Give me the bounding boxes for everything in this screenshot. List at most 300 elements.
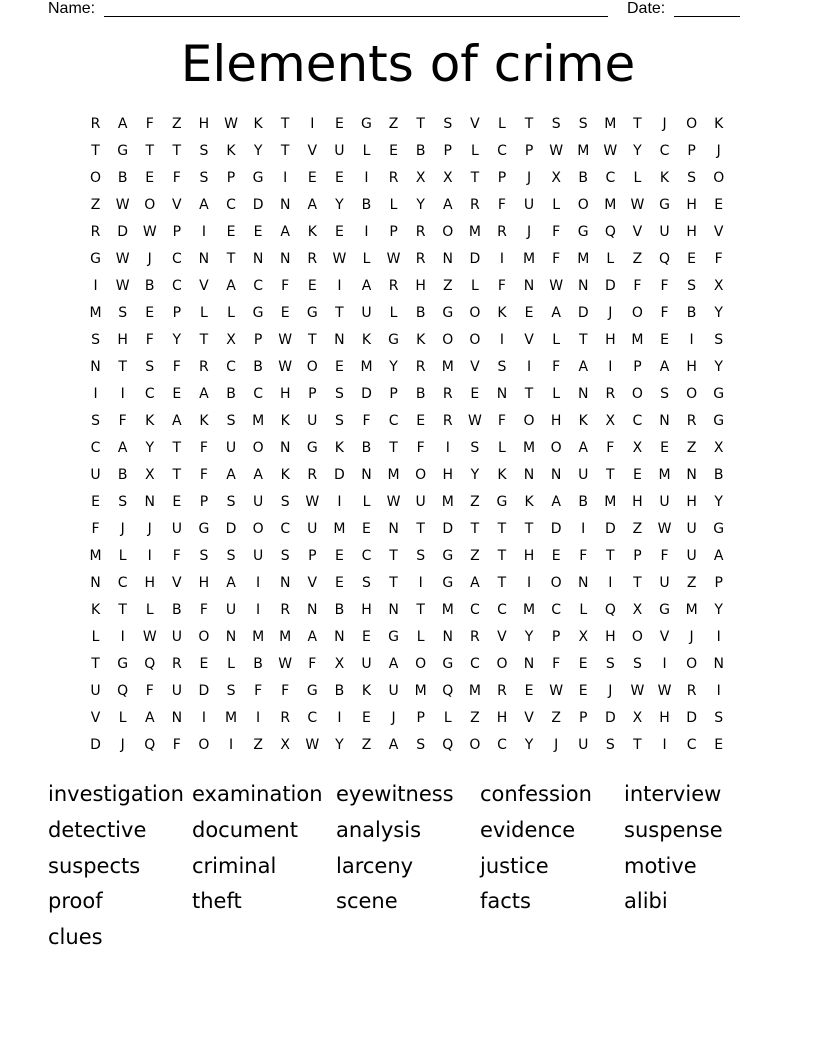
grid-letter[interactable]: P bbox=[226, 170, 236, 186]
grid-letter[interactable]: E bbox=[524, 305, 534, 321]
grid-letter[interactable]: V bbox=[470, 359, 480, 375]
grid-letter[interactable]: I bbox=[256, 602, 261, 618]
grid-letter[interactable]: Y bbox=[714, 305, 723, 321]
grid-letter[interactable]: K bbox=[226, 143, 236, 159]
grid-letter[interactable]: F bbox=[172, 548, 181, 564]
grid-letter[interactable]: N bbox=[334, 332, 345, 348]
grid-letter[interactable]: N bbox=[388, 602, 399, 618]
grid-letter[interactable]: N bbox=[252, 251, 264, 267]
grid-letter[interactable]: G bbox=[388, 332, 399, 348]
grid-letter[interactable]: G bbox=[577, 224, 589, 240]
grid-letter[interactable]: R bbox=[388, 170, 399, 186]
grid-letter[interactable]: V bbox=[524, 332, 534, 348]
grid-letter[interactable]: I bbox=[608, 575, 613, 591]
grid-letter[interactable]: E bbox=[307, 278, 317, 294]
grid-letter[interactable]: U bbox=[252, 548, 264, 564]
grid-letter[interactable]: O bbox=[415, 467, 427, 483]
grid-letter[interactable]: I bbox=[256, 575, 261, 591]
grid-letter[interactable]: K bbox=[578, 413, 588, 429]
grid-letter[interactable]: C bbox=[117, 575, 128, 591]
grid-letter[interactable]: Y bbox=[172, 332, 182, 348]
grid-letter[interactable]: L bbox=[118, 710, 127, 726]
grid-letter[interactable]: P bbox=[524, 143, 534, 159]
grid-letter[interactable]: K bbox=[199, 413, 209, 429]
grid-letter[interactable]: F bbox=[660, 548, 669, 564]
grid-letter[interactable]: L bbox=[362, 251, 371, 267]
grid-letter[interactable]: D bbox=[550, 521, 562, 537]
grid-letter[interactable]: O bbox=[415, 656, 427, 672]
grid-letter[interactable]: W bbox=[278, 359, 293, 375]
grid-letter[interactable]: T bbox=[606, 467, 615, 483]
grid-letter[interactable]: R bbox=[605, 386, 616, 402]
grid-letter[interactable]: A bbox=[442, 197, 453, 213]
grid-letter[interactable]: J bbox=[526, 170, 532, 186]
grid-letter[interactable]: T bbox=[389, 548, 398, 564]
grid-letter[interactable]: M bbox=[441, 494, 454, 510]
grid-letter[interactable]: P bbox=[551, 629, 561, 645]
grid-letter[interactable]: I bbox=[716, 683, 721, 699]
grid-letter[interactable]: I bbox=[283, 170, 288, 186]
grid-letter[interactable]: F bbox=[552, 224, 561, 240]
grid-letter[interactable]: N bbox=[279, 197, 291, 213]
grid-letter[interactable]: G bbox=[117, 656, 129, 672]
grid-letter[interactable]: Z bbox=[551, 710, 561, 726]
grid-letter[interactable]: V bbox=[172, 197, 182, 213]
grid-letter[interactable]: D bbox=[686, 710, 697, 726]
grid-letter[interactable]: R bbox=[442, 413, 453, 429]
grid-letter[interactable]: N bbox=[577, 278, 589, 294]
grid-letter[interactable]: O bbox=[631, 629, 643, 645]
grid-letter[interactable]: T bbox=[118, 602, 127, 618]
grid-letter[interactable]: V bbox=[307, 575, 318, 591]
grid-letter[interactable]: S bbox=[687, 278, 697, 294]
grid-letter[interactable]: E bbox=[714, 737, 724, 753]
grid-letter[interactable]: X bbox=[334, 656, 345, 672]
grid-letter[interactable]: C bbox=[171, 278, 182, 294]
grid-letter[interactable]: T bbox=[172, 440, 182, 456]
grid-letter[interactable]: U bbox=[90, 683, 101, 699]
grid-letter[interactable]: N bbox=[577, 386, 589, 402]
grid-letter[interactable]: T bbox=[199, 332, 209, 348]
grid-letter[interactable]: M bbox=[523, 602, 536, 618]
grid-letter[interactable]: T bbox=[524, 386, 534, 402]
grid-letter[interactable]: Q bbox=[117, 683, 129, 699]
grid-letter[interactable]: H bbox=[523, 548, 535, 564]
grid-letter[interactable]: I bbox=[526, 575, 532, 591]
grid-letter[interactable]: T bbox=[470, 521, 480, 537]
grid-letter[interactable]: S bbox=[416, 737, 426, 753]
grid-letter[interactable]: W bbox=[142, 224, 157, 240]
grid-letter[interactable]: M bbox=[360, 359, 373, 375]
grid-letter[interactable]: T bbox=[389, 440, 398, 456]
grid-letter[interactable]: I bbox=[499, 251, 505, 267]
grid-letter[interactable]: N bbox=[550, 467, 562, 483]
grid-letter[interactable]: O bbox=[442, 332, 454, 348]
grid-letter[interactable]: O bbox=[713, 170, 725, 186]
grid-letter[interactable]: W bbox=[305, 494, 320, 510]
grid-letter[interactable]: Z bbox=[90, 197, 101, 213]
grid-letter[interactable]: L bbox=[362, 494, 371, 510]
grid-letter[interactable]: N bbox=[442, 629, 453, 645]
grid-letter[interactable]: Y bbox=[714, 494, 723, 510]
grid-letter[interactable]: G bbox=[90, 251, 101, 267]
grid-letter[interactable]: T bbox=[470, 170, 480, 186]
grid-letter[interactable]: M bbox=[468, 683, 481, 699]
grid-letter[interactable]: O bbox=[686, 116, 698, 132]
grid-letter[interactable]: T bbox=[145, 143, 155, 159]
grid-letter[interactable]: Q bbox=[659, 251, 671, 267]
grid-letter[interactable]: O bbox=[550, 575, 562, 591]
grid-letter[interactable]: L bbox=[552, 386, 561, 402]
grid-letter[interactable]: I bbox=[147, 548, 152, 564]
grid-letter[interactable]: M bbox=[89, 305, 102, 321]
grid-letter[interactable]: K bbox=[90, 602, 101, 618]
date-blank-line[interactable] bbox=[674, 0, 740, 17]
grid-letter[interactable]: K bbox=[361, 683, 372, 699]
grid-letter[interactable]: J bbox=[554, 737, 559, 753]
grid-letter[interactable]: U bbox=[307, 413, 318, 429]
grid-letter[interactable]: J bbox=[662, 116, 667, 132]
grid-letter[interactable]: N bbox=[90, 575, 101, 591]
grid-letter[interactable]: Z bbox=[388, 116, 399, 132]
grid-letter[interactable]: H bbox=[659, 710, 670, 726]
grid-letter[interactable]: A bbox=[226, 467, 236, 483]
grid-letter[interactable]: M bbox=[685, 602, 698, 618]
grid-letter[interactable]: U bbox=[171, 521, 182, 537]
grid-letter[interactable]: C bbox=[497, 143, 507, 159]
grid-letter[interactable]: Q bbox=[144, 737, 156, 753]
grid-letter[interactable]: F bbox=[497, 278, 506, 294]
grid-letter[interactable]: G bbox=[659, 197, 670, 213]
grid-letter[interactable]: U bbox=[523, 197, 535, 213]
grid-letter[interactable]: U bbox=[171, 683, 182, 699]
grid-letter[interactable]: I bbox=[364, 170, 369, 186]
grid-letter[interactable]: E bbox=[199, 656, 209, 672]
grid-letter[interactable]: B bbox=[361, 197, 372, 213]
grid-letter[interactable]: L bbox=[145, 602, 154, 618]
grid-letter[interactable]: L bbox=[227, 305, 235, 321]
grid-letter[interactable]: N bbox=[361, 467, 372, 483]
grid-letter[interactable]: C bbox=[551, 602, 562, 618]
grid-letter[interactable]: I bbox=[120, 386, 125, 402]
grid-letter[interactable]: B bbox=[117, 467, 128, 483]
grid-letter[interactable]: S bbox=[199, 170, 209, 186]
grid-letter[interactable]: X bbox=[578, 629, 589, 645]
grid-letter[interactable]: I bbox=[256, 710, 261, 726]
grid-letter[interactable]: W bbox=[115, 197, 130, 213]
grid-letter[interactable]: U bbox=[225, 602, 237, 618]
grid-letter[interactable]: L bbox=[416, 629, 425, 645]
grid-letter[interactable]: F bbox=[497, 413, 506, 429]
grid-letter[interactable]: R bbox=[469, 629, 480, 645]
grid-letter[interactable]: F bbox=[254, 683, 263, 699]
grid-letter[interactable]: E bbox=[362, 521, 371, 537]
grid-letter[interactable]: H bbox=[415, 278, 426, 294]
grid-letter[interactable]: H bbox=[686, 197, 697, 213]
grid-letter[interactable]: F bbox=[579, 548, 588, 564]
grid-letter[interactable]: Y bbox=[335, 197, 344, 213]
grid-letter[interactable]: B bbox=[144, 278, 155, 294]
grid-letter[interactable]: O bbox=[198, 629, 210, 645]
grid-letter[interactable]: T bbox=[91, 656, 100, 672]
grid-letter[interactable]: P bbox=[633, 548, 642, 564]
grid-letter[interactable]: H bbox=[198, 575, 210, 591]
grid-letter[interactable]: C bbox=[253, 278, 263, 294]
grid-letter[interactable]: K bbox=[307, 224, 317, 240]
grid-letter[interactable]: N bbox=[686, 467, 697, 483]
grid-letter[interactable]: N bbox=[279, 440, 291, 456]
grid-letter[interactable]: I bbox=[689, 332, 694, 348]
grid-letter[interactable]: M bbox=[631, 332, 644, 348]
grid-letter[interactable]: I bbox=[716, 629, 721, 645]
grid-letter[interactable]: Y bbox=[714, 602, 723, 618]
grid-letter[interactable]: R bbox=[469, 197, 480, 213]
grid-letter[interactable]: Q bbox=[442, 683, 454, 699]
grid-letter[interactable]: R bbox=[199, 359, 209, 375]
grid-letter[interactable]: L bbox=[470, 143, 479, 159]
grid-letter[interactable]: N bbox=[279, 251, 291, 267]
grid-letter[interactable]: T bbox=[578, 332, 588, 348]
grid-letter[interactable]: T bbox=[633, 737, 642, 753]
grid-letter[interactable]: F bbox=[308, 656, 317, 672]
grid-letter[interactable]: O bbox=[252, 521, 264, 537]
grid-letter[interactable]: R bbox=[307, 251, 318, 267]
grid-letter[interactable]: N bbox=[523, 278, 535, 294]
grid-letter[interactable]: N bbox=[171, 710, 183, 726]
grid-letter[interactable]: Y bbox=[389, 359, 398, 375]
grid-letter[interactable]: R bbox=[415, 224, 426, 240]
grid-letter[interactable]: L bbox=[443, 710, 452, 726]
grid-letter[interactable]: H bbox=[496, 710, 508, 726]
grid-letter[interactable]: P bbox=[579, 710, 588, 726]
grid-letter[interactable]: D bbox=[604, 278, 616, 294]
grid-letter[interactable]: M bbox=[333, 521, 346, 537]
grid-letter[interactable]: W bbox=[630, 683, 645, 699]
grid-letter[interactable]: X bbox=[632, 440, 643, 456]
grid-letter[interactable]: H bbox=[361, 602, 372, 618]
grid-letter[interactable]: Y bbox=[714, 359, 723, 375]
grid-letter[interactable]: G bbox=[252, 305, 264, 321]
grid-letter[interactable]: K bbox=[361, 332, 372, 348]
grid-letter[interactable]: T bbox=[416, 521, 425, 537]
grid-letter[interactable]: T bbox=[524, 521, 534, 537]
grid-letter[interactable]: M bbox=[441, 602, 454, 618]
grid-letter[interactable]: F bbox=[633, 278, 642, 294]
grid-letter[interactable]: A bbox=[199, 197, 209, 213]
grid-letter[interactable]: U bbox=[686, 521, 697, 537]
grid-letter[interactable]: C bbox=[469, 602, 480, 618]
grid-letter[interactable]: G bbox=[198, 521, 210, 537]
grid-letter[interactable]: J bbox=[608, 305, 613, 321]
grid-letter[interactable]: Y bbox=[416, 197, 425, 213]
grid-letter[interactable]: F bbox=[714, 251, 723, 267]
grid-letter[interactable]: M bbox=[224, 710, 238, 726]
grid-letter[interactable]: T bbox=[226, 251, 236, 267]
grid-letter[interactable]: C bbox=[388, 413, 399, 429]
grid-letter[interactable]: W bbox=[549, 143, 564, 159]
grid-letter[interactable]: H bbox=[632, 494, 643, 510]
grid-letter[interactable]: B bbox=[226, 386, 236, 402]
grid-letter[interactable]: V bbox=[90, 710, 101, 726]
grid-letter[interactable]: N bbox=[334, 629, 345, 645]
grid-letter[interactable]: E bbox=[551, 548, 561, 564]
grid-letter[interactable]: T bbox=[335, 305, 344, 321]
grid-letter[interactable]: F bbox=[172, 737, 181, 753]
grid-letter[interactable]: Y bbox=[633, 143, 642, 159]
grid-letter[interactable]: C bbox=[307, 710, 318, 726]
grid-letter[interactable]: L bbox=[227, 656, 235, 672]
grid-letter[interactable]: S bbox=[118, 494, 128, 510]
grid-letter[interactable]: R bbox=[388, 278, 399, 294]
grid-letter[interactable]: Q bbox=[442, 737, 454, 753]
grid-letter[interactable]: Z bbox=[686, 575, 697, 591]
grid-letter[interactable]: W bbox=[657, 521, 672, 537]
grid-letter[interactable]: G bbox=[388, 629, 399, 645]
grid-letter[interactable]: X bbox=[605, 413, 616, 429]
grid-letter[interactable]: F bbox=[145, 116, 154, 132]
grid-letter[interactable]: R bbox=[280, 602, 291, 618]
grid-letter[interactable]: T bbox=[91, 143, 100, 159]
grid-letter[interactable]: S bbox=[199, 548, 209, 564]
grid-letter[interactable]: B bbox=[172, 602, 182, 618]
grid-letter[interactable]: D bbox=[198, 683, 210, 699]
grid-letter[interactable]: H bbox=[117, 332, 128, 348]
grid-letter[interactable]: U bbox=[307, 521, 318, 537]
grid-letter[interactable]: W bbox=[142, 629, 157, 645]
grid-letter[interactable]: Q bbox=[604, 224, 616, 240]
grid-letter[interactable]: H bbox=[198, 116, 210, 132]
grid-letter[interactable]: E bbox=[307, 170, 317, 186]
grid-letter[interactable]: P bbox=[443, 143, 452, 159]
grid-letter[interactable]: O bbox=[252, 440, 264, 456]
grid-letter[interactable]: T bbox=[497, 548, 507, 564]
grid-letter[interactable]: B bbox=[334, 683, 345, 699]
grid-letter[interactable]: B bbox=[415, 386, 426, 402]
grid-letter[interactable]: O bbox=[469, 305, 481, 321]
grid-letter[interactable]: O bbox=[686, 386, 698, 402]
grid-letter[interactable]: T bbox=[497, 521, 507, 537]
grid-letter[interactable]: C bbox=[686, 737, 697, 753]
grid-letter[interactable]: H bbox=[279, 386, 291, 402]
grid-letter[interactable]: A bbox=[117, 116, 128, 132]
grid-letter[interactable]: Q bbox=[604, 602, 616, 618]
grid-letter[interactable]: W bbox=[278, 332, 293, 348]
grid-letter[interactable]: M bbox=[468, 224, 481, 240]
grid-letter[interactable]: N bbox=[523, 467, 535, 483]
grid-letter[interactable]: L bbox=[552, 197, 561, 213]
grid-letter[interactable]: U bbox=[659, 494, 670, 510]
grid-letter[interactable]: R bbox=[171, 656, 182, 672]
grid-letter[interactable]: T bbox=[606, 548, 615, 564]
grid-letter[interactable]: B bbox=[578, 494, 589, 510]
grid-letter[interactable]: T bbox=[172, 467, 182, 483]
grid-letter[interactable]: A bbox=[144, 710, 155, 726]
grid-letter[interactable]: Z bbox=[470, 710, 480, 726]
grid-letter[interactable]: U bbox=[578, 467, 589, 483]
grid-letter[interactable]: R bbox=[686, 413, 697, 429]
grid-letter[interactable]: P bbox=[416, 710, 425, 726]
grid-letter[interactable]: J bbox=[689, 629, 694, 645]
grid-letter[interactable]: N bbox=[279, 575, 291, 591]
grid-letter[interactable]: L bbox=[389, 305, 398, 321]
grid-letter[interactable]: E bbox=[714, 197, 724, 213]
grid-letter[interactable]: H bbox=[550, 413, 562, 429]
grid-letter[interactable]: D bbox=[252, 197, 264, 213]
grid-letter[interactable]: Z bbox=[172, 116, 182, 132]
grid-letter[interactable]: L bbox=[579, 602, 588, 618]
grid-letter[interactable]: N bbox=[198, 251, 210, 267]
name-blank-line[interactable] bbox=[104, 0, 608, 17]
grid-letter[interactable]: I bbox=[228, 737, 234, 753]
grid-letter[interactable]: N bbox=[577, 575, 589, 591]
grid-letter[interactable]: Z bbox=[442, 278, 453, 294]
grid-letter[interactable]: E bbox=[226, 224, 236, 240]
grid-letter[interactable]: K bbox=[524, 494, 534, 510]
grid-letter[interactable]: E bbox=[172, 494, 182, 510]
grid-letter[interactable]: T bbox=[497, 575, 507, 591]
grid-letter[interactable]: S bbox=[280, 548, 290, 564]
grid-letter[interactable]: L bbox=[633, 170, 642, 186]
grid-letter[interactable]: I bbox=[662, 656, 667, 672]
grid-letter[interactable]: X bbox=[632, 710, 643, 726]
grid-letter[interactable]: G bbox=[306, 440, 318, 456]
grid-letter[interactable]: L bbox=[552, 332, 561, 348]
grid-letter[interactable]: M bbox=[523, 440, 536, 456]
grid-letter[interactable]: S bbox=[226, 413, 236, 429]
grid-letter[interactable]: C bbox=[469, 656, 480, 672]
grid-letter[interactable]: S bbox=[578, 116, 588, 132]
grid-letter[interactable]: T bbox=[172, 143, 182, 159]
grid-letter[interactable]: W bbox=[549, 683, 564, 699]
grid-letter[interactable]: S bbox=[226, 494, 236, 510]
grid-letter[interactable]: B bbox=[253, 656, 263, 672]
grid-letter[interactable]: X bbox=[713, 440, 724, 456]
grid-letter[interactable]: F bbox=[199, 602, 208, 618]
grid-letter[interactable]: L bbox=[606, 251, 615, 267]
grid-letter[interactable]: A bbox=[117, 440, 128, 456]
grid-letter[interactable]: E bbox=[334, 116, 344, 132]
grid-letter[interactable]: U bbox=[415, 494, 426, 510]
grid-letter[interactable]: A bbox=[578, 440, 589, 456]
grid-letter[interactable]: H bbox=[686, 359, 697, 375]
grid-letter[interactable]: H bbox=[605, 629, 616, 645]
grid-letter[interactable]: I bbox=[418, 575, 423, 591]
grid-letter[interactable]: R bbox=[686, 683, 697, 699]
grid-letter[interactable]: T bbox=[280, 143, 290, 159]
grid-letter[interactable]: A bbox=[226, 278, 236, 294]
grid-letter[interactable]: M bbox=[252, 629, 265, 645]
grid-letter[interactable]: G bbox=[659, 602, 670, 618]
grid-letter[interactable]: I bbox=[93, 386, 98, 402]
grid-letter[interactable]: W bbox=[467, 413, 482, 429]
grid-letter[interactable]: S bbox=[118, 305, 128, 321]
grid-letter[interactable]: S bbox=[334, 413, 344, 429]
grid-letter[interactable]: X bbox=[632, 602, 643, 618]
grid-letter[interactable]: X bbox=[144, 467, 155, 483]
grid-letter[interactable]: W bbox=[305, 737, 320, 753]
grid-letter[interactable]: T bbox=[280, 116, 290, 132]
grid-letter[interactable]: Y bbox=[145, 440, 155, 456]
grid-letter[interactable]: Z bbox=[470, 494, 480, 510]
grid-letter[interactable]: F bbox=[606, 440, 615, 456]
grid-letter[interactable]: S bbox=[632, 656, 642, 672]
grid-letter[interactable]: Z bbox=[686, 440, 697, 456]
grid-letter[interactable]: O bbox=[496, 656, 508, 672]
grid-letter[interactable]: E bbox=[334, 170, 344, 186]
grid-letter[interactable]: Y bbox=[470, 467, 480, 483]
grid-letter[interactable]: E bbox=[280, 305, 290, 321]
grid-letter[interactable]: M bbox=[387, 467, 400, 483]
